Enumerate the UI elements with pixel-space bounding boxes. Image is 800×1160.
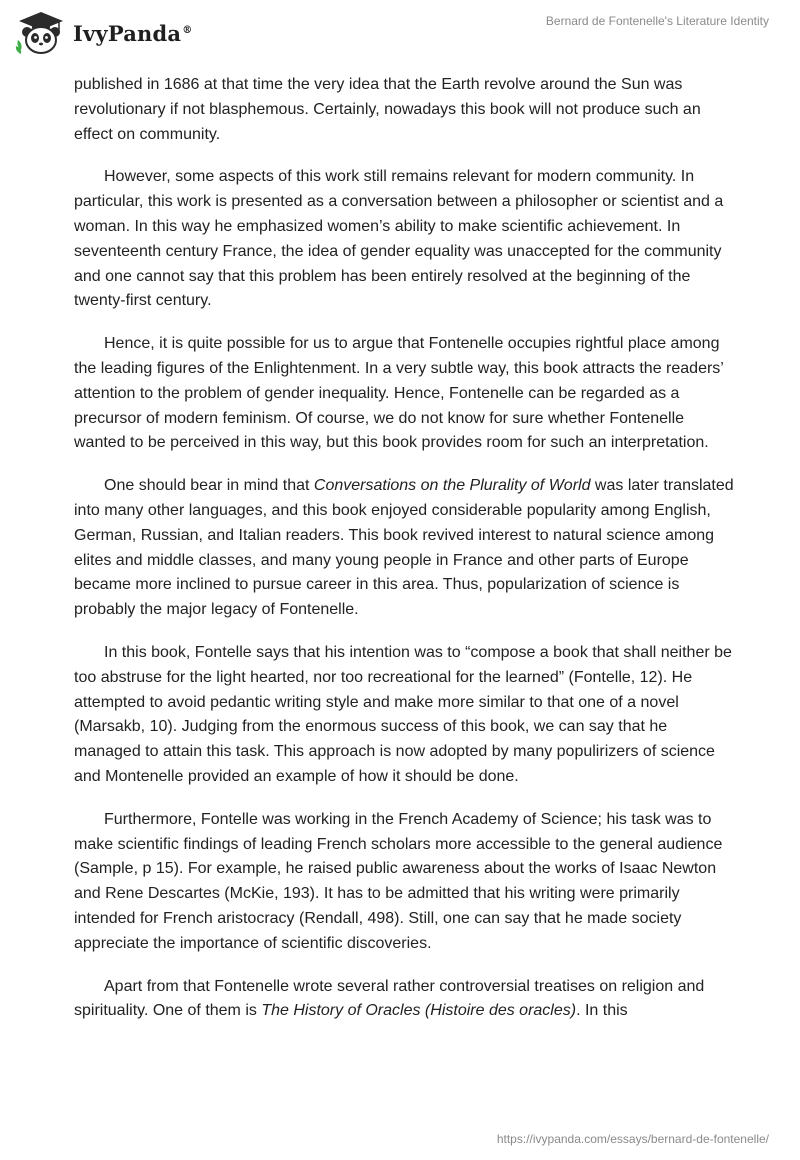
source-url[interactable]: https://ivypanda.com/essays/bernard-de-fontenelle/ bbox=[496, 1132, 769, 1146]
paragraph-text: Apart from that Fontenelle wrote several rather controversial treatises on religion and spirituality. One of them is bbox=[74, 977, 705, 1020]
logo-wordmark: IvyPanda® bbox=[73, 20, 193, 46]
body-paragraph bbox=[74, 474, 734, 623]
body-paragraph bbox=[74, 165, 734, 314]
paragraph-text: published in 1686 at that time the very idea that the Earth revolve around the Sun was revolutionary if not blasphemous. Certainly, nowadays this book will not produce such an effect on community. bbox=[74, 76, 701, 143]
essay-body bbox=[74, 73, 734, 1042]
paragraph-text: was later translated into many other languages, and this book enjoyed considerable popularity among English, German, Russian, and Italian readers. This book revived interest to natural science among elites and middle classes, and many young people in France and other parts of Europe became more inclined to pursue career in this area. Thus, popularization of science is probably the major legacy of Fontenelle. bbox=[74, 477, 734, 619]
page-header bbox=[0, 0, 800, 70]
paragraph-text: Furthermore, Fontelle was working in the French Academy of Science; his task was to make scientific findings of leading French scholars more accessible to the general audience (Sample, p 15). For example, he raised public awareness about the works of Isaac Newton and Rene Descartes (McKie, 193). It has to be admitted that his writing were primarily intended for French aristocracy (Rendall, 498). Still, one can say that he made society appreciate the importance of scientific discoveries. bbox=[74, 810, 723, 952]
body-paragraph bbox=[74, 975, 734, 1025]
italic-title: The History of Oracles (Histoire des oracles) bbox=[261, 1002, 577, 1020]
panda-graduate-icon bbox=[15, 10, 67, 56]
document-title: Bernard de Fontenelle's Literature Identity bbox=[545, 14, 769, 28]
body-paragraph bbox=[74, 808, 734, 957]
body-paragraph bbox=[74, 332, 734, 456]
paragraph-text: Hence, it is quite possible for us to argue that Fontenelle occupies rightful place among the leading figures of the Enlightenment. In a very subtle way, this book attracts the readers’ attention to the problem of gender inequality. Hence, Fontenelle can be regarded as a precursor of modern feminism. Of course, we do not know for sure whether Fontenelle wanted to be perceived in this way, but this book provides room for such an interpretation. bbox=[74, 335, 724, 452]
ivypanda-logo[interactable] bbox=[15, 10, 192, 56]
italic-title: Conversations on the Plurality of World bbox=[313, 477, 591, 495]
paragraph-text: In this book, Fontelle says that his intention was to “compose a book that shall neither be too abstruse for the light hearted, nor too recreational for the learned” (Fontelle, 12). He attempted to avoid pedantic writing style and make more similar to that one of a novel (Marsakb, 10). Judging from the enormous success of this book, we can say that he managed to attain this task. This approach is now adopted by many populirizers of science and Montenelle provided an example of how it should be done. bbox=[74, 643, 732, 785]
paragraph-text: However, some aspects of this work still remains relevant for modern community. In particular, this work is presented as a conversation between a philosopher or scientist and a woman. In this way he emphasized women’s ability to make scientific achievement. In seventeenth century France, the idea of gender equality was unaccepted for the community and one cannot say that this problem has been entirely resolved at the beginning of the twenty-first century. bbox=[74, 168, 724, 310]
body-paragraph bbox=[74, 73, 734, 147]
body-paragraph bbox=[74, 641, 734, 790]
paragraph-text: One should bear in mind that bbox=[104, 477, 314, 495]
paragraph-text: . In this bbox=[576, 1002, 628, 1020]
